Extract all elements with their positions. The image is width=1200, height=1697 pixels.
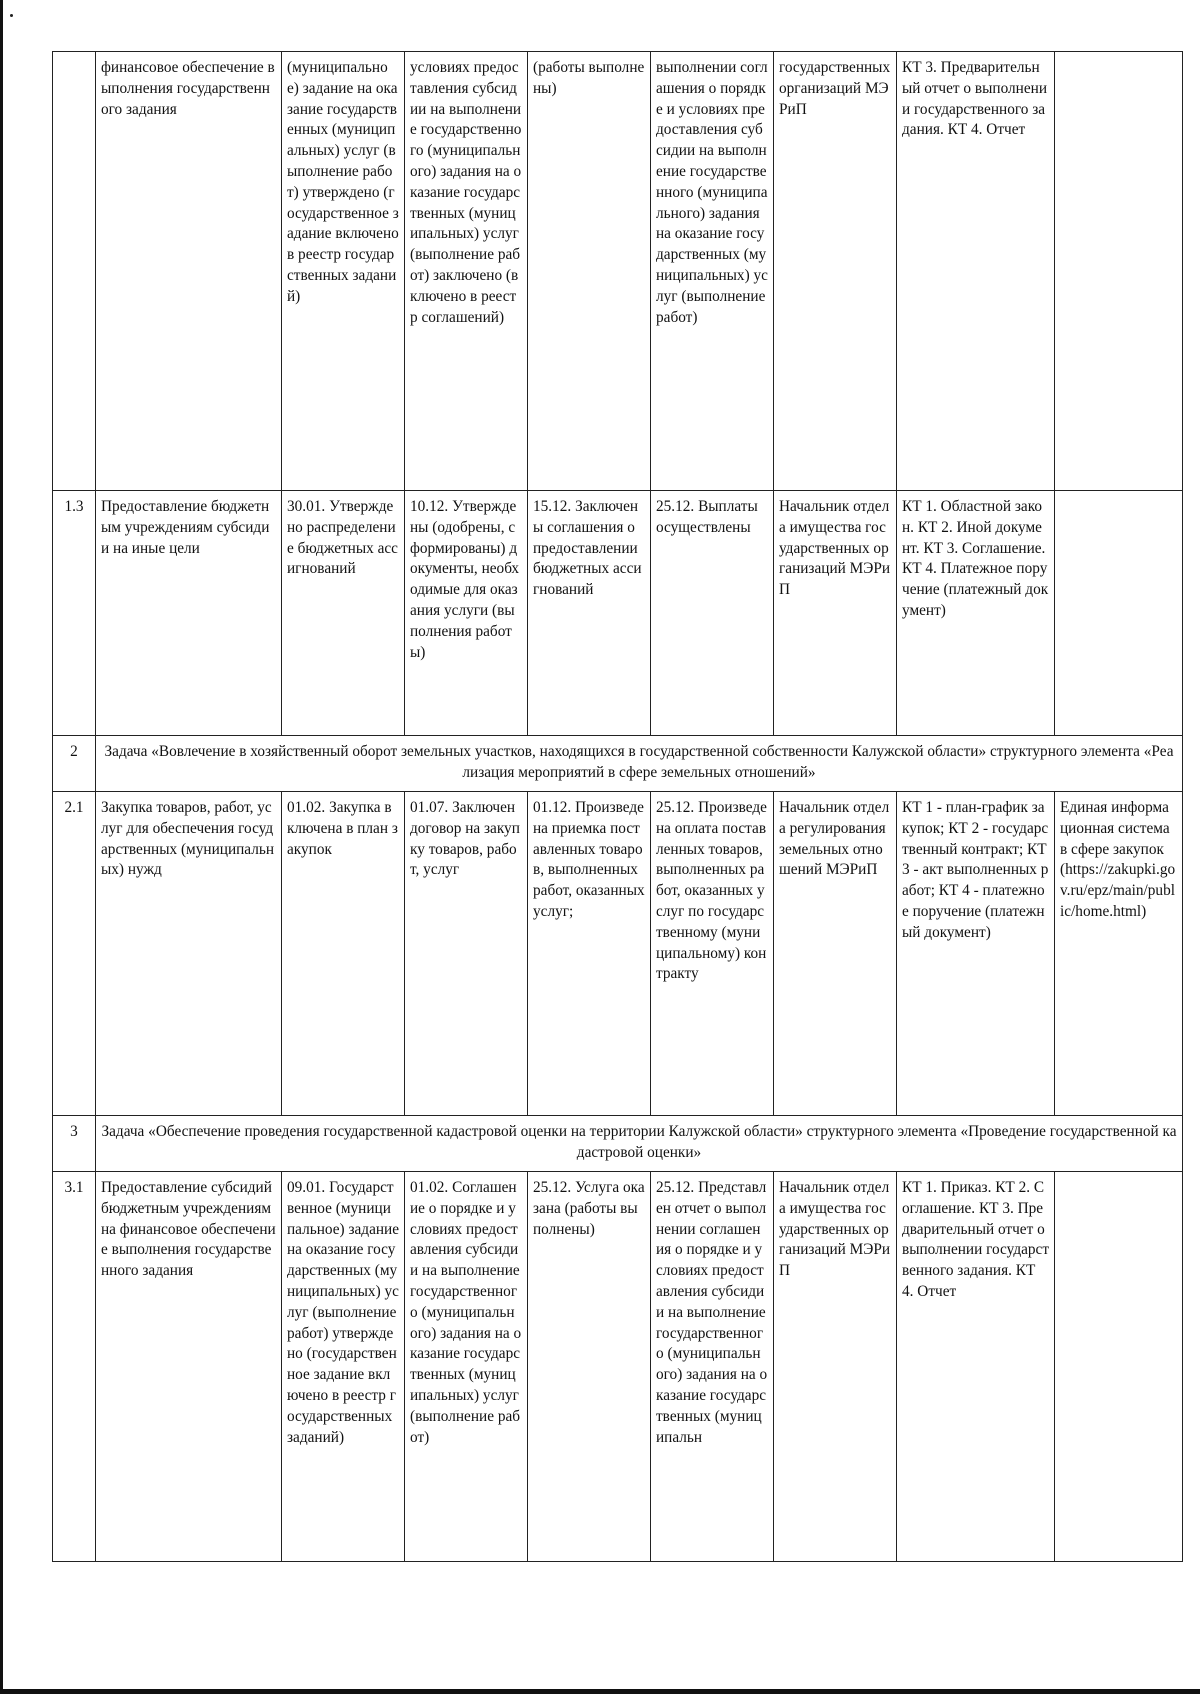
task-title: Задача «Вовлечение в хозяйственный оборот земельных участков, находящихся в государственной собственности Калужской области» структурного элемента «Реализация мероприятий в сфере земельных отношений» [96, 736, 1183, 792]
task-row [53, 1116, 1183, 1172]
table-row [53, 1172, 1183, 1562]
control-point-4: 25.12. Произведена оплата поставленных товаров, выполненных работ, оказанных услуг по государственному (муниципальному) контракту [651, 792, 774, 1116]
control-point-4: 25.12. Выплаты осуществлены [651, 491, 774, 736]
event-name: финансовое обеспечение выполнения государственного задания [96, 52, 282, 491]
control-point-3: (работы выполнены) [528, 52, 651, 491]
control-point-2: 01.02. Соглашение о порядке и условиях предоставления субсидии на выполнение государственного (муниципального) задания на оказание государственных (муниципальных) услуг (выполнение работ) [405, 1172, 528, 1562]
control-point-3: 15.12. Заключены соглашения о предоставлении бюджетных ассигнований [528, 491, 651, 736]
row-number [53, 52, 96, 491]
task-title: Задача «Обеспечение проведения государственной кадастровой оценки на территории Калужской области» структурного элемента «Проведение государственной кадастровой оценки» [96, 1116, 1183, 1172]
event-name: Закупка товаров, работ, услуг для обеспечения государственных (муниципальных) нужд [96, 792, 282, 1116]
information-system [1055, 1172, 1183, 1562]
row-number: 3 [53, 1116, 96, 1172]
scan-dot [10, 14, 13, 17]
control-point-1: 01.02. Закупка включена в план закупок [282, 792, 405, 1116]
control-point-3: 25.12. Услуга оказана (работы выполнены) [528, 1172, 651, 1562]
row-number: 3.1 [53, 1172, 96, 1562]
table-row [53, 491, 1183, 736]
confirming-documents: КТ 1. Приказ. КТ 2. Соглашение. КТ 3. Предварительный отчет о выполнении государственного задания. КТ 4. Отчет [897, 1172, 1055, 1562]
responsible-person: государственных организаций МЭРиП [774, 52, 897, 491]
control-point-1: 09.01. Государственное (муниципальное) задание на оказание государственных (муниципальных) услуг (выполнение работ) утверждено (государственное задание включено в реестр государственных заданий) [282, 1172, 405, 1562]
table-row [53, 792, 1183, 1116]
control-point-3: 01.12. Произведена приемка поставленных товаров, выполненных работ, оказанных услуг; [528, 792, 651, 1116]
control-point-4: 25.12. Представлен отчет о выполнении соглашения о порядке и условиях предоставления субсидии на выполнение государственного (муниципального) задания на оказание государственных (муниципальн [651, 1172, 774, 1562]
responsible-person: Начальник отдела регулирования земельных отношений МЭРиП [774, 792, 897, 1116]
information-system [1055, 491, 1183, 736]
responsible-person: Начальник отдела имущества государственных организаций МЭРиП [774, 491, 897, 736]
responsible-person: Начальник отдела имущества государственных организаций МЭРиП [774, 1172, 897, 1562]
page-bottom-border [0, 1689, 1200, 1694]
task-row [53, 736, 1183, 792]
control-point-1: 30.01. Утверждено распределение бюджетных ассигнований [282, 491, 405, 736]
page-left-border [0, 0, 3, 1690]
event-name: Предоставление бюджетным учреждениям субсидии на иные цели [96, 491, 282, 736]
control-point-2: условиях предоставления субсидии на выполнение государственного (муниципального) задания на оказание государственных (муниципальных) услуг (выполнение работ) заключено (включено в реестр соглашений) [405, 52, 528, 491]
control-point-1: (муниципальное) задание на оказание государственных (муниципальных) услуг (выполнение работ) утверждено (государственное задание включено в реестр государственных заданий) [282, 52, 405, 491]
event-name: Предоставление субсидий бюджетным учреждениям на финансовое обеспечение выполнения государственного задания [96, 1172, 282, 1562]
confirming-documents: КТ 3. Предварительный отчет о выполнении государственного задания. КТ 4. Отчет [897, 52, 1055, 491]
confirming-documents: КТ 1 - план-график закупок; КТ 2 - государственный контракт; КТ 3 - акт выполненных работ; КТ 4 - платежное поручение (платежный документ) [897, 792, 1055, 1116]
control-point-2: 10.12. Утверждены (одобрены, сформированы) документы, необходимые для оказания услуги (выполнения работы) [405, 491, 528, 736]
control-point-4: выполнении соглашения о порядке и условиях предоставления субсидии на выполнение государственного (муниципального) задания на оказание государственных (муниципальных) услуг (выполнение работ) [651, 52, 774, 491]
confirming-documents: КТ 1. Областной закон. КТ 2. Иной документ. КТ 3. Соглашение. КТ 4. Платежное поручение (платежный документ) [897, 491, 1055, 736]
information-system: Единая информационная система в сфере закупок (https://zakupki.gov.ru/epz/main/public/home.html) [1055, 792, 1183, 1116]
row-number: 2 [53, 736, 96, 792]
information-system [1055, 52, 1183, 491]
table-row [53, 52, 1183, 491]
row-number: 1.3 [53, 491, 96, 736]
control-points-table [52, 51, 1183, 1562]
control-point-2: 01.07. Заключен договор на закупку товаров, работ, услуг [405, 792, 528, 1116]
row-number: 2.1 [53, 792, 96, 1116]
